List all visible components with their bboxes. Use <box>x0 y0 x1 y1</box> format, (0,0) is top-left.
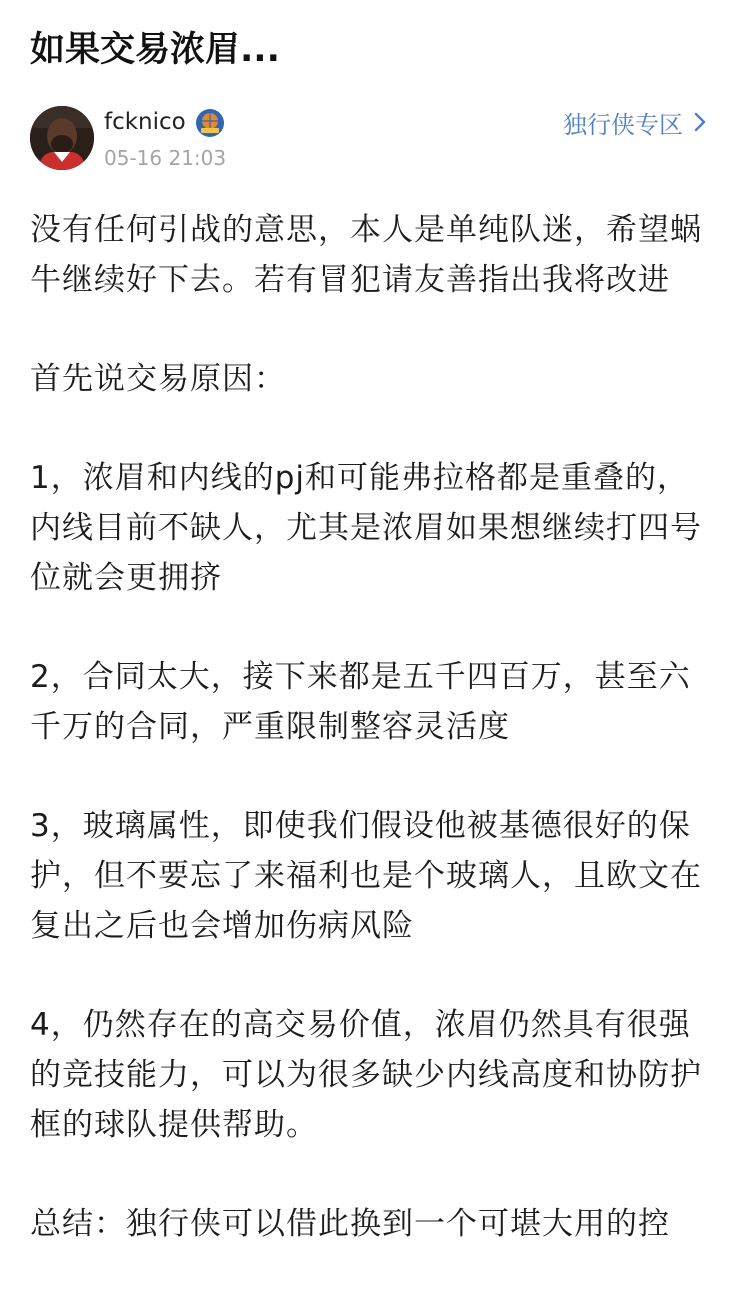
post-paragraph: 首先说交易原因： <box>30 361 286 397</box>
post-paragraph: 3，玻璃属性，即使我们假设他被基德很好的保护，但不要忘了来福利也是个玻璃人，且欧文在复出之后也会增加伤病风险 <box>30 808 702 944</box>
post-paragraph: 4，仍然存在的高交易价值，浓眉仍然具有很强的竞技能力，可以为很多缺少内线高度和协防护框的球队提供帮助。 <box>30 1007 702 1143</box>
post-paragraph: 没有任何引战的意思，本人是单纯队迷，希望蜗牛继续好下去。若有冒犯请友善指出我将改进 <box>30 212 702 298</box>
author-row <box>30 106 709 172</box>
post-paragraph: 总结：独行侠可以借此换到一个可堪大用的控 <box>30 1206 670 1242</box>
team-zone-label: 独行侠专区 <box>563 110 683 139</box>
post-paragraph: 2，合同太大，接下来都是五千四百万，甚至六千万的合同，严重限制整容灵活度 <box>30 659 691 745</box>
author-name[interactable]: fcknico <box>104 109 186 135</box>
avatar[interactable] <box>30 106 94 170</box>
post-body <box>30 205 714 1298</box>
post-title: 如果交易浓眉... <box>30 30 280 70</box>
team-zone-link[interactable] <box>563 106 709 138</box>
team-badge-icon <box>195 108 225 138</box>
avatar-image <box>30 106 94 170</box>
post-paragraph: 1，浓眉和内线的pj和可能弗拉格都是重叠的，内线目前不缺人，尤其是浓眉如果想继续打四号位就会更拥挤 <box>30 460 702 596</box>
chevron-right-icon <box>691 111 709 133</box>
post-timestamp: 05-16 21:03 <box>104 146 227 170</box>
